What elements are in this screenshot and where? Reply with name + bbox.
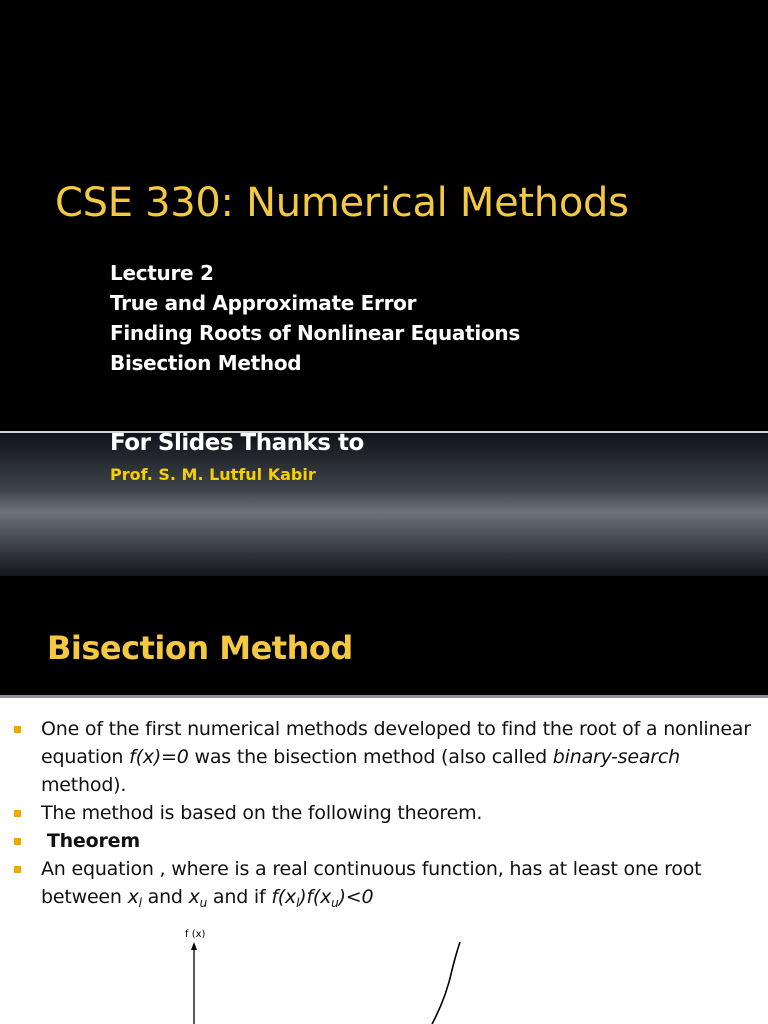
emphasis-text: binary-search <box>552 746 680 768</box>
subscript-u: u <box>199 896 208 910</box>
content-slide <box>0 576 768 1024</box>
bullet-text: and <box>141 886 189 908</box>
condition-text: f(x <box>271 886 297 908</box>
equation-text: f(x)=0 <box>129 746 189 768</box>
theorem-label: Theorem <box>46 830 140 852</box>
subscript-l: l <box>296 896 300 910</box>
function-graph <box>0 698 768 1024</box>
graph-axis-label: f (x) <box>185 929 206 940</box>
subscript-u: u <box>331 896 339 910</box>
subtitle-line: Lecture 2 <box>110 261 214 285</box>
var-x: x <box>127 886 139 908</box>
subtitle-list <box>110 258 520 378</box>
condition-text: )f(x <box>299 886 332 908</box>
slide-title: CSE 330: Numerical Methods <box>55 180 629 226</box>
bullet-text: was the bisection method (also called <box>188 746 553 768</box>
condition-text: )<0 <box>338 886 374 908</box>
bullet-text: method). <box>41 774 127 796</box>
subtitle-line: Bisection Method <box>110 351 302 375</box>
bullet-text: An equation , where is a real continuous function, has at least one root between <box>41 858 702 908</box>
subtitle-line: Finding Roots of Nonlinear Equations <box>110 321 520 345</box>
bullet-text: and if <box>207 886 272 908</box>
thanks-heading: For Slides Thanks to <box>110 430 364 456</box>
subtitle-line: True and Approximate Error <box>110 291 417 315</box>
axis-arrow-icon <box>191 942 197 950</box>
function-curve <box>432 942 460 1024</box>
subscript-l: l <box>138 896 142 910</box>
var-x: x <box>188 886 200 908</box>
slide-body <box>0 698 768 1024</box>
bullet-text: The method is based on the following theorem. <box>41 802 483 824</box>
author-name: Prof. S. M. Lutful Kabir <box>110 465 316 484</box>
slide-heading: Bisection Method <box>47 629 353 667</box>
bullet-text: One of the first numerical methods developed to find the root of a nonlinear equation <box>41 718 751 768</box>
